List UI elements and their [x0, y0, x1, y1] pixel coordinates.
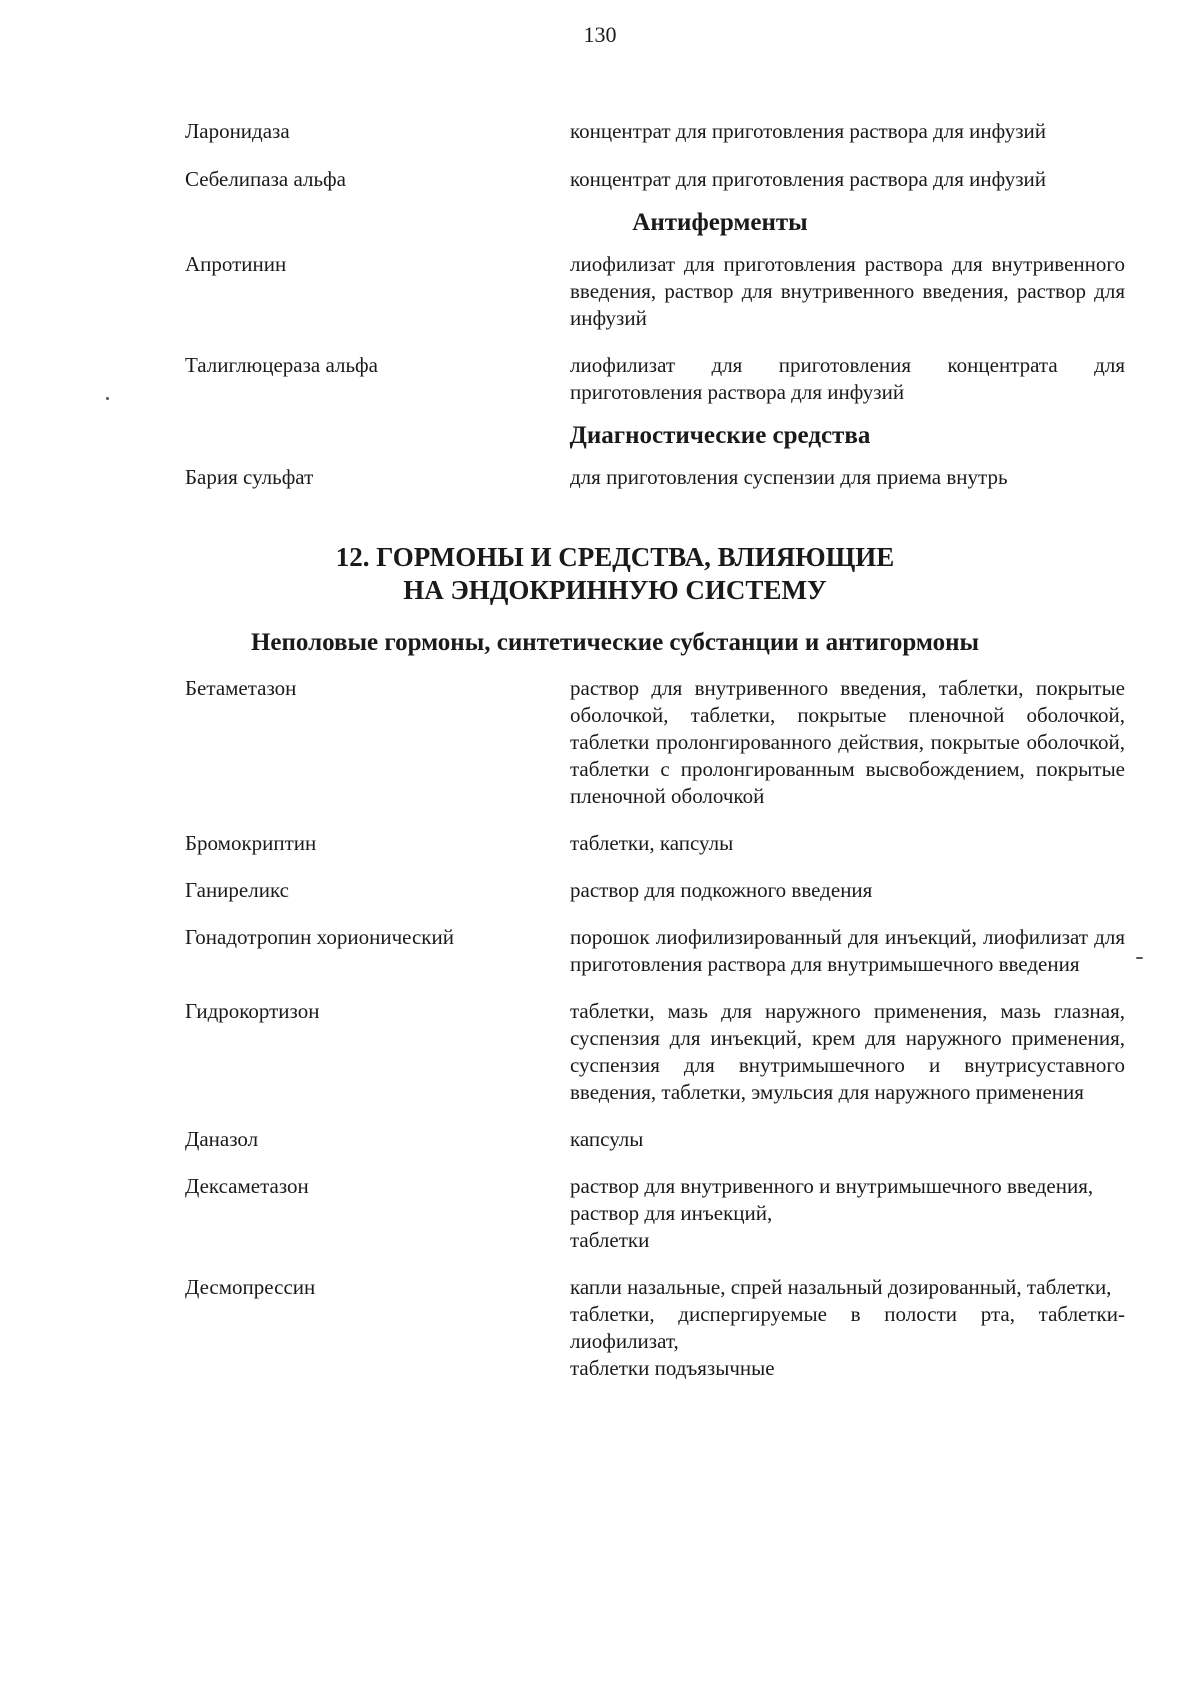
- drug-name: Гонадотропин хорионический: [185, 925, 454, 949]
- drug-row: [185, 675, 1125, 810]
- dosage-form: [570, 1126, 1125, 1153]
- chapter-title-line: НА ЭНДОКРИННУЮ СИСТЕМУ: [403, 575, 827, 605]
- drug-row: [185, 352, 1125, 406]
- drug-row: [185, 924, 1125, 978]
- dosage-form-line: порошок лиофилизированный для инъекций, лиофилизат для приготовления раствора для внутримышечного введения: [570, 925, 1125, 976]
- chapter-title: [145, 541, 1085, 607]
- section-heading: Неполовые гормоны, синтетические субстанции и антигормоны: [250, 629, 980, 656]
- drug-name: Ганиреликс: [185, 878, 289, 902]
- dosage-form-line: таблетки, диспергируемые в полости рта, таблетки-лиофилизат,: [570, 1302, 1125, 1353]
- drug-row: [185, 464, 1125, 491]
- dosage-form-line: раствор для подкожного введения: [570, 878, 873, 902]
- drug-row: [185, 166, 1125, 193]
- dosage-form-line: для приготовления суспензии для приема внутрь: [570, 465, 1008, 489]
- dosage-form: [570, 464, 1125, 491]
- dosage-form: [570, 352, 1125, 406]
- dosage-form: [570, 251, 1125, 332]
- dosage-form-line: концентрат для приготовления раствора для инфузий: [570, 167, 1046, 191]
- dosage-form: [570, 675, 1125, 810]
- section-heading: Диагностические средства: [569, 422, 871, 449]
- dosage-form-line: лиофилизат для приготовления концентрата для приготовления раствора для инфузий: [570, 353, 1125, 404]
- dosage-form-line: таблетки, мазь для наружного применения, мазь глазная, суспензия для инъекций, крем для наружного применения, суспензия для внутримышечного и внутрисуставного введения, таблетки, эмульсия для наружного применения: [570, 999, 1125, 1104]
- dosage-form-line: лиофилизат для приготовления раствора для внутривенного введения, раствор для внутривенного введения, раствор для инфузий: [570, 252, 1125, 330]
- drug-row: [185, 1173, 1125, 1254]
- dosage-form: [570, 166, 1125, 193]
- drug-name: Талиглюцераза альфа: [185, 353, 378, 377]
- dosage-form: [570, 1173, 1125, 1254]
- dosage-form-line: таблетки, капсулы: [570, 831, 734, 855]
- document-body: [185, 118, 1125, 1382]
- drug-row: [185, 877, 1125, 904]
- drug-name: Дексаметазон: [185, 1174, 309, 1198]
- drug-name: Ларонидаза: [185, 119, 290, 143]
- drug-name: Бромокриптин: [185, 831, 317, 855]
- drug-name: Даназол: [185, 1127, 259, 1151]
- dosage-form-line: концентрат для приготовления раствора для инфузий: [570, 119, 1046, 143]
- dosage-form-line: таблетки подъязычные: [570, 1356, 775, 1380]
- drug-row: [185, 998, 1125, 1106]
- dosage-form: [570, 830, 1125, 857]
- drug-name: Апротинин: [185, 252, 287, 276]
- drug-name: Гидрокортизон: [185, 999, 320, 1023]
- dosage-form: [570, 1274, 1125, 1382]
- dosage-form-line: таблетки: [570, 1228, 650, 1252]
- dosage-form: [570, 877, 1125, 904]
- drug-row: [185, 251, 1125, 332]
- drug-name: Бетаметазон: [185, 676, 297, 700]
- drug-name: Бария сульфат: [185, 465, 314, 489]
- dosage-form-line: раствор для внутривенного введения, таблетки, покрытые оболочкой, таблетки, покрытые пленочной оболочкой, таблетки пролонгированного действия, покрытые оболочкой, таблетки с пролонгированным высвобождением, покрытые пленочной оболочкой: [570, 676, 1125, 808]
- page-number: 130: [583, 22, 617, 47]
- section-heading: Антиферменты: [632, 209, 808, 236]
- drug-row: [185, 118, 1125, 145]
- dosage-form: [570, 924, 1125, 978]
- dosage-form: [570, 998, 1125, 1106]
- drug-name: Десмопрессин: [185, 1275, 316, 1299]
- scan-speck: [106, 397, 109, 400]
- drug-row: [185, 1126, 1125, 1153]
- drug-name: Себелипаза альфа: [185, 167, 346, 191]
- dosage-form-line: капли назальные, спрей назальный дозированный, таблетки,: [570, 1275, 1112, 1299]
- dosage-form-line: раствор для внутривенного и внутримышечного введения,: [570, 1174, 1094, 1198]
- chapter-title-line: 12. ГОРМОНЫ И СРЕДСТВА, ВЛИЯЮЩИЕ: [335, 542, 895, 572]
- drug-row: [185, 830, 1125, 857]
- drug-row: [185, 1274, 1125, 1382]
- dosage-form: [570, 118, 1125, 145]
- scan-speck: [1136, 957, 1143, 959]
- dosage-form-line: капсулы: [570, 1127, 644, 1151]
- dosage-form-line: раствор для инъекций,: [570, 1201, 773, 1225]
